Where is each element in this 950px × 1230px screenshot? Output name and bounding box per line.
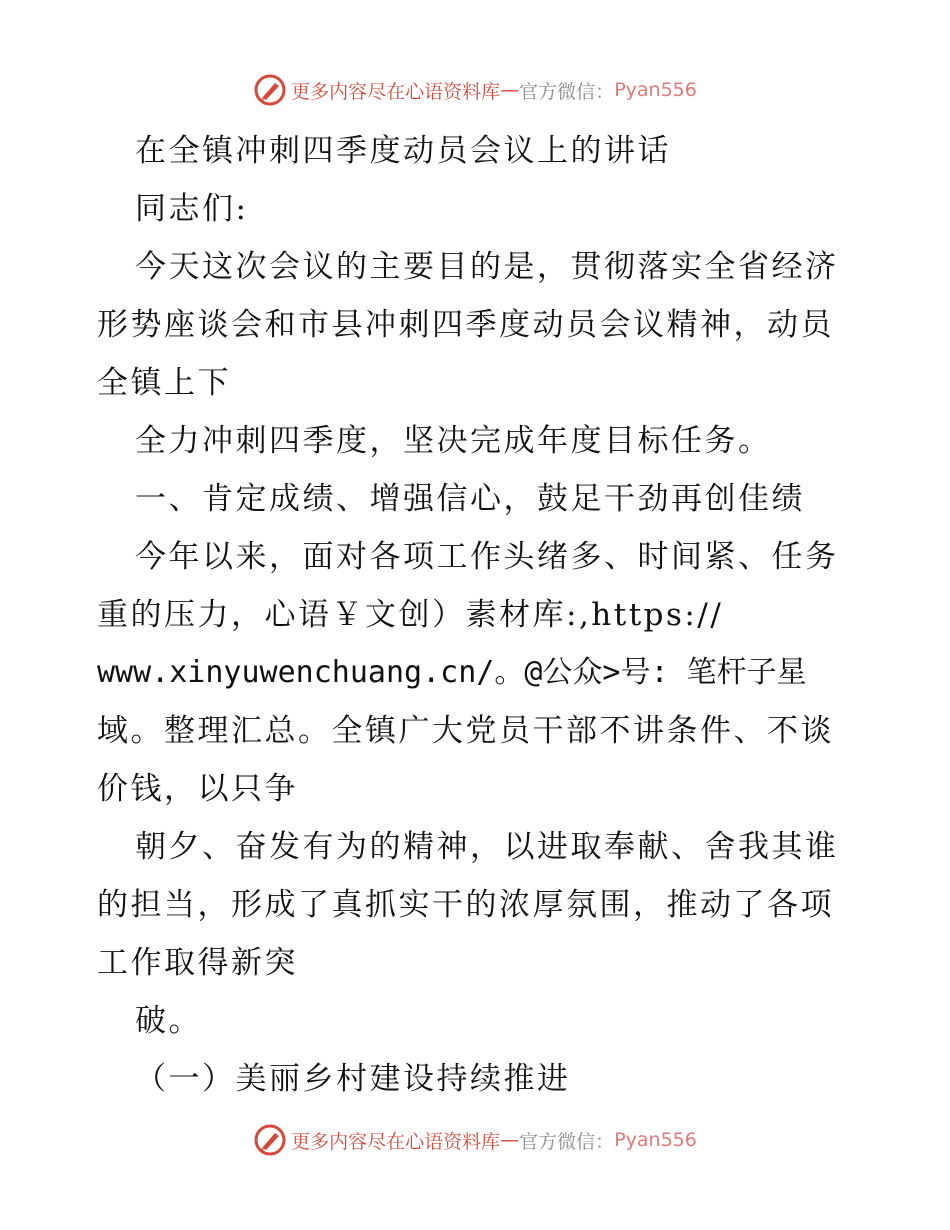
banner-site-name: 更多内容尽在心语资料库 bbox=[291, 80, 501, 103]
banner-separator: — bbox=[500, 1129, 520, 1151]
paragraph-line: 朝夕、奋发有为的精神，以进取奉献、舍我其谁 bbox=[135, 829, 839, 865]
banner-wechat-label: 官方微信： bbox=[519, 1130, 615, 1153]
paragraph-line: 的担当，形成了真抓实干的浓厚氛围，推动了各项 bbox=[97, 887, 834, 923]
paragraph-line: 破。 bbox=[135, 1003, 202, 1039]
paragraph-line: 重的压力，心语￥文创）素材库:,https:// bbox=[97, 597, 724, 633]
paragraph-line: 工作取得新突 bbox=[97, 945, 298, 981]
pen-circle-logo-icon bbox=[253, 1123, 287, 1157]
header-banner bbox=[0, 70, 950, 110]
footer-banner bbox=[0, 1120, 950, 1160]
banner-site-name: 更多内容尽在心语资料库 bbox=[291, 1130, 501, 1153]
pen-circle-logo-icon bbox=[253, 73, 287, 107]
banner-wechat-label: 官方微信： bbox=[519, 80, 615, 103]
subsection-heading: （一）美丽乡村建设持续推进 bbox=[135, 1061, 571, 1097]
paragraph-line: 全镇上下 bbox=[97, 365, 231, 401]
section-heading: 一、肯定成绩、增强信心，鼓足干劲再创佳绩 bbox=[135, 481, 805, 517]
banner-wechat-id: Pyan556 bbox=[614, 1129, 697, 1151]
paragraph-line: 形势座谈会和市县冲刺四季度动员会议精神，动员 bbox=[97, 307, 834, 343]
paragraph-line: 全力冲刺四季度，坚决完成年度目标任务。 bbox=[135, 423, 772, 459]
paragraph-line: 今年以来，面对各项工作头绪多、时间紧、任务 bbox=[135, 539, 839, 575]
banner-wechat-id: Pyan556 bbox=[614, 79, 697, 101]
document-title: 在全镇冲刺四季度动员会议上的讲话 bbox=[135, 133, 671, 169]
paragraph-line: 今天这次会议的主要目的是，贯彻落实全省经济 bbox=[135, 249, 839, 285]
paragraph-line: 价钱，以只争 bbox=[97, 771, 298, 807]
banner-separator: — bbox=[500, 79, 520, 101]
paragraph-line: www.xinyuwenchuang.cn/。@公众>号: 笔杆子星 bbox=[97, 655, 807, 690]
document-body bbox=[97, 122, 853, 1108]
salutation: 同志们: bbox=[135, 191, 249, 227]
paragraph-line: 域。整理汇总。全镇广大党员干部不讲条件、不谈 bbox=[97, 713, 834, 749]
